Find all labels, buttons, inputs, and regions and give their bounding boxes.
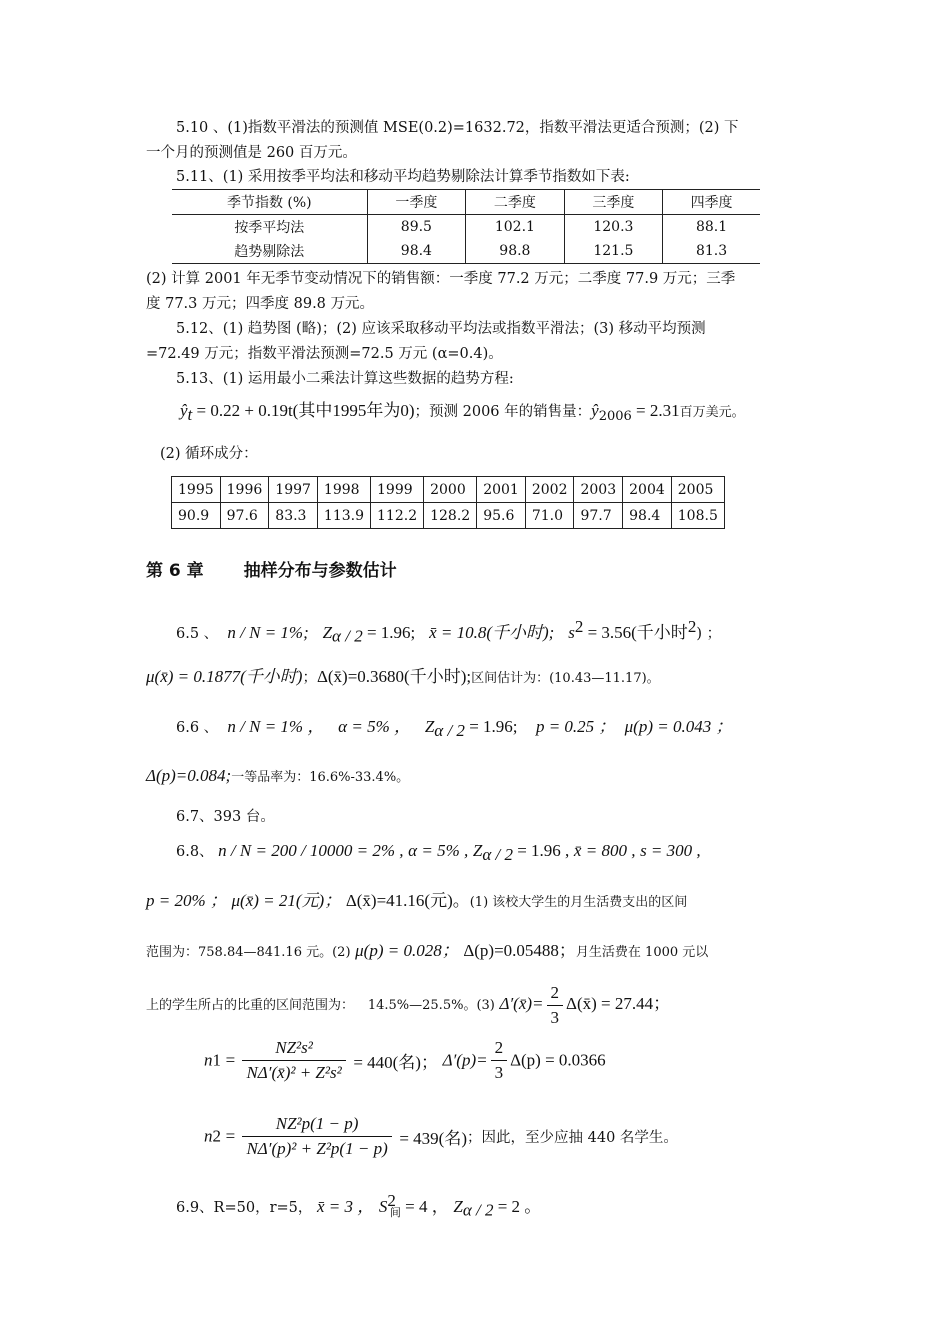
trend-equation-line [180,400,806,428]
table-cell: 按季平均法 [234,220,305,236]
forecast-value: = 2.31 [631,401,680,420]
text-run: ；预测 2006 年的销售量： [414,404,592,420]
formula-superscript: 2 [574,617,584,636]
table-cell: 98.4 [367,239,466,264]
text-line: (2) 循环成分： [160,446,258,462]
trend-equation: = 0.22 + 0.19t(其中1995年为0) [192,401,415,420]
table-header-cell: 季节指数 (%) [172,190,367,215]
fraction-denominator: 3 [494,1063,504,1082]
formula: μ(x̄) = 0.1877(千小时) [146,667,303,686]
text-run: 上的学生所占的比重的区间范围为： [146,998,355,1013]
fraction-numerator: NZ²p(1 − p) [242,1112,391,1137]
table-header-cell: 三季度 [564,190,663,215]
text-run: ；因此，至少应抽 440 名学生。 [467,1130,678,1146]
text-run: 区间估计为：(10.43—11.17)。 [471,671,660,686]
table-row [172,477,725,503]
fraction-denominator: 3 [550,1007,560,1027]
fraction [242,1036,345,1085]
formula: Δ(x̄) = 27.44； [566,994,671,1013]
table-cell: 1999 [371,477,424,503]
formula: = 439(名) [399,1129,468,1148]
table-cell: 95.6 [477,503,526,529]
text-line [176,616,806,648]
formula-superscript: 2 [687,617,697,636]
chapter-title: 抽样分布与参数估计 [243,561,397,581]
formula: n [204,1050,213,1070]
table-cell: 89.5 [367,215,466,240]
chapter-heading [146,556,397,581]
formula-subscript: α / 2 [462,1200,494,1220]
text-run: (1) 该校大学生的月生活费支出的区间 [469,895,688,910]
table-cell: 2001 [477,477,526,503]
text-line [176,1190,806,1224]
fraction-numerator: 2 [547,981,564,1006]
table-cell: 121.5 [564,239,663,264]
table-cell: 1997 [269,477,318,503]
formula: α = 5% ， [338,717,411,736]
text-line: (2) 计算 2001 年无季节变动情况下的销售额：一季度 77.2 万元；二季度 77.9 万元；三季 [146,271,736,287]
text-line [176,840,806,866]
text-line [146,890,806,914]
text-line [176,716,806,742]
formula: p = 0.25 ； [535,717,616,736]
formula: Δ(p)=0.084; [146,766,232,785]
formula: = 440(名)； [353,1053,438,1072]
table-cell: 120.3 [564,215,663,240]
formula: s [568,622,575,642]
formula: μ(p) = 0.043 ； [624,717,733,736]
item-label: 6.5 、 [176,625,219,642]
text-line: =72.49 万元；指数平滑法预测=72.5 万元 (α=0.4)。 [146,346,503,362]
table-cell: 83.3 [269,503,318,529]
table-header-cell: 一季度 [367,190,466,215]
table-cell: 98.8 [466,239,565,264]
formula: = 3.56(千小时 [583,622,688,642]
table-cell: 2004 [623,477,672,503]
table-cell: 2003 [574,477,623,503]
table-header-row [172,190,760,215]
formula: x̄ = 10.8(千小时); [429,622,555,642]
formula: s = 300 , [640,841,701,860]
formula: S [378,1196,388,1216]
table-cell: 128.2 [424,503,477,529]
table-row [172,215,760,240]
table-cell: 2002 [525,477,574,503]
formula: n / N = 1%; [227,622,309,642]
text-line: 5.10 、(1)指数平滑法的预测值 MSE(0.2)=1632.72，指数平滑法更适合预测；(2) 下 [176,120,739,136]
text-run: ； [302,670,317,686]
formula: = 1.96 , [512,841,570,860]
formula: = 1.96; [464,717,518,736]
fraction-numerator: 2 [491,1036,508,1061]
formula: n / N = 200 / 10000 = 2% , [218,841,404,860]
sample-size-formula-2: n2 = $\frac{\text{NZ²p(1 − p)}}{\text{NΔ′(p)² + Z²p(1 − p)}}$ = 439(名)；因此，至少应抽 440 名学生。 [204,1112,678,1161]
formula: Δ(x̄)=41.16(元)。 [345,891,470,910]
table-cell: 97.6 [220,503,269,529]
formula: Z [424,717,435,736]
fraction-numerator: NZ²s² [242,1036,345,1061]
text-run: 一等品率为：16.6%-33.4%。 [231,770,410,785]
formula: μ(x̄) = 21(元)； [231,891,342,910]
formula: Z [322,622,333,642]
item-label: 6.8、 [176,844,214,860]
formula-superscript: 2 [387,1191,396,1210]
table-cell: 98.4 [623,503,672,529]
table-cell: 2000 [424,477,477,503]
formula: Z [472,841,483,860]
text-line: 一个月的预测值是 260 百万元。 [146,145,357,161]
y-hat-symbol: ŷ [591,401,599,420]
table-cell: 112.2 [371,503,424,529]
formula: = 4 ， [400,1196,449,1216]
unit-label: 百万美元。 [679,405,745,420]
formula: Z [453,1196,463,1216]
text-line: 6.7、393 台。 [176,809,275,825]
item-label: 6.9、R=50，r=5， [176,1199,313,1216]
text-line [146,940,806,964]
table-cell: 113.9 [317,503,370,529]
formula: = 2 。 [493,1196,542,1216]
table-cell: 90.9 [172,503,221,529]
fraction [491,1036,508,1085]
table-cell: 1996 [220,477,269,503]
table-cell: 71.0 [525,503,574,529]
text-line: 5.13、(1) 运用最小二乘法计算这些数据的趋势方程: [176,371,514,387]
formula: Δ(p)=0.05488； [463,941,576,960]
table-cell: 102.1 [466,215,565,240]
fraction [547,981,564,1030]
seasonal-index-table [172,189,760,264]
equation-subscript: t [187,404,193,424]
text-line [146,765,806,789]
formula: Δ′(p)= [442,1050,488,1070]
formula: μ(p) = 0.028； [355,941,459,960]
text-run: 14.5%—25.5%。(3) [367,998,495,1013]
text-line: 5.11、(1) 采用按季平均法和移动平均趋势剔除法计算季节指数如下表: [176,169,630,185]
formula: = 1.96; [362,622,416,642]
table-cell: 1995 [172,477,221,503]
text-line: 5.12、(1) 趋势图 (略)；(2) 应该采取移动平均法或指数平滑法；(3) 移动平均预测 [176,321,706,337]
fraction-denominator: NΔ′(x̄)² + Z²s² [246,1063,342,1082]
table-header-cell: 二季度 [466,190,565,215]
cyclical-component-table [171,476,725,529]
y-hat-symbol: ŷ [180,401,188,420]
table-cell: 88.1 [663,215,760,240]
formula: Δ(p) = 0.0366 [510,1050,606,1070]
formula-subscript: α / 2 [332,626,363,646]
sample-size-formula-1: n1 = $\frac{\text{NZ²s²}}{\text{NΔ′(x̄)² + Z²s²}}$ = 440(名)； Δ′(p)= $\frac{2}{3}$ Δ(p) = 0.0366 [204,1036,606,1085]
item-label: 6.6 、 [176,720,219,736]
formula: Δ′(x̄)= [499,994,544,1013]
text-line [146,666,806,690]
formula: n / N = 1% ， [227,717,325,736]
table-cell: 1998 [317,477,370,503]
table-header-cell: 四季度 [663,190,760,215]
text-line: 度 77.3 万元；四季度 89.8 万元。 [146,296,375,312]
table-cell: 97.7 [574,503,623,529]
formula: n [204,1126,213,1146]
formula-subscript: α / 2 [482,844,513,864]
table-cell: 108.5 [671,503,724,529]
formula: x̄ = 3 ， [317,1196,375,1216]
table-row [172,503,725,529]
formula: α = 5% , [408,841,469,860]
text-line [146,980,806,1030]
fraction-denominator: NΔ′(p)² + Z²p(1 − p) [246,1139,388,1158]
formula: p = 20% ； [146,891,227,910]
table-cell: 2005 [671,477,724,503]
formula-subscript: 2 [212,1126,221,1146]
text-run: ) ； [696,625,722,642]
fraction [242,1112,391,1161]
text-run: 范围为：758.84—841.16 元。(2) [146,945,351,960]
equation-subscript: 2006 [598,408,632,424]
text-run: 月生活费在 1000 元以 [575,945,709,960]
table-row [172,239,760,264]
table-cell: 趋势剔除法 [172,239,367,264]
formula: x̄ = 800 , [573,841,636,860]
chapter-number: 第 6 章 [146,561,204,581]
table-cell: 81.3 [663,239,760,264]
formula-subscript: 1 [212,1050,221,1070]
formula-subscript: 间 [389,1205,401,1219]
formula-subscript: α / 2 [434,720,465,740]
formula: Δ(x̄)=0.3680(千小时); [316,667,472,686]
